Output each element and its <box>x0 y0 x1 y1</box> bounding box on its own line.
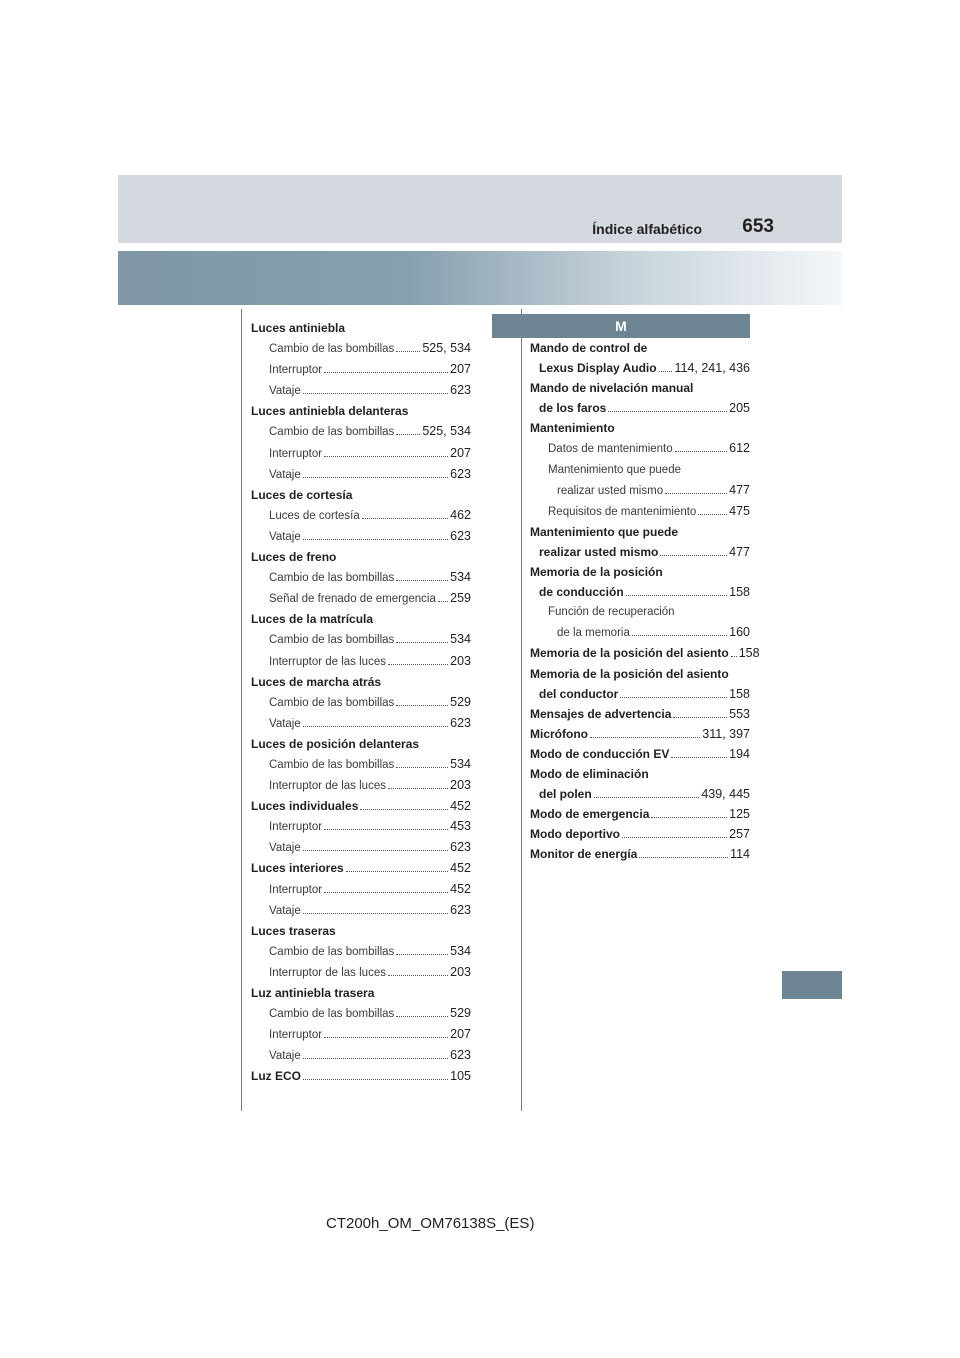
index-subentry: Señal de frenado de emergencia 259 <box>269 591 471 606</box>
index-entry: Luces antiniebla <box>251 321 346 335</box>
index-entry-continuation: del conductor 158 <box>539 686 750 701</box>
index-subentry: Interruptor de las luces 203 <box>269 964 471 979</box>
section-title: Índice alfabético <box>592 221 702 237</box>
index-subentry: Datos de mantenimiento 612 <box>548 441 750 456</box>
index-entry: Mantenimiento que puede <box>530 524 679 539</box>
page-number: 653 <box>742 216 774 237</box>
index-entry: Luz ECO 105 <box>251 1069 471 1084</box>
index-entry: Luces traseras <box>251 923 336 938</box>
index-entry: Memoria de la posición del asiento 158 <box>530 646 760 661</box>
index-entry: Modo de emergencia 125 <box>530 807 750 822</box>
index-thumb-tab <box>782 971 842 999</box>
index-subentry: Vataje 623 <box>269 383 471 398</box>
index-entry: Luces de la matrícula <box>251 612 374 627</box>
index-subentry: Interruptor 207 <box>269 1027 471 1042</box>
index-entry-continuation: de los faros 205 <box>539 401 750 416</box>
index-subentry: Interruptor 453 <box>269 819 471 834</box>
index-entry: Modo deportivo 257 <box>530 827 750 842</box>
index-subentry: Vataje 623 <box>269 840 471 855</box>
index-entry: Luces de freno <box>251 550 337 565</box>
letter-heading: M <box>492 314 750 338</box>
index-subentry-continuation: de la memoria 160 <box>557 625 750 640</box>
index-subentry: Vataje 623 <box>269 528 471 543</box>
index-column-right <box>530 338 760 864</box>
index-entry: Memoria de la posición del asiento <box>530 666 729 681</box>
index-subentry: Cambio de las bombillas 529 <box>269 694 471 709</box>
index-entry: Luces individuales 452 <box>251 799 471 814</box>
index-entry: Luz antiniebla trasera <box>251 986 375 1000</box>
index-entry: Mando de control de <box>530 341 648 355</box>
index-subentry: Mantenimiento que puede <box>548 463 681 476</box>
index-subentry: Cambio de las bombillas 534 <box>269 943 471 958</box>
column-rule-right <box>521 309 522 1111</box>
index-entry: Micrófono 311, 397 <box>530 726 750 741</box>
index-subentry: Cambio de las bombillas 534 <box>269 570 471 585</box>
index-entry: Luces de marcha atrás <box>251 674 382 689</box>
index-entry: Mensajes de advertencia 553 <box>530 706 750 721</box>
index-subentry: Función de recuperación <box>548 606 675 619</box>
index-entry: Modo de eliminación <box>530 766 649 781</box>
column-rule-left <box>241 309 242 1111</box>
index-subentry: Vataje 623 <box>269 902 471 917</box>
index-subentry: Cambio de las bombillas 534 <box>269 632 471 647</box>
index-subentry: Cambio de las bombillas 525, 534 <box>269 424 471 439</box>
index-entry: Monitor de energía 114 <box>530 847 750 862</box>
index-entry: Modo de conducción EV 194 <box>530 746 750 761</box>
index-subentry: Luces de cortesía 462 <box>269 507 471 522</box>
index-subentry: Vataje 623 <box>269 466 471 481</box>
index-entry: Memoria de la posición <box>530 565 663 580</box>
index-subentry: Cambio de las bombillas 525, 534 <box>269 341 471 356</box>
index-subentry: Interruptor 207 <box>269 445 471 460</box>
page-header <box>118 175 842 243</box>
index-subentry: Interruptor de las luces 203 <box>269 653 471 668</box>
index-subentry: Vataje 623 <box>269 715 471 730</box>
index-entry: Luces antiniebla delanteras <box>251 404 409 419</box>
index-subentry: Interruptor 452 <box>269 881 471 896</box>
index-entry: Mantenimiento <box>530 421 615 436</box>
index-subentry-continuation: realizar usted mismo 477 <box>557 482 750 497</box>
index-entry: Luces de cortesía <box>251 487 353 502</box>
index-entry: Luces de posición delanteras <box>251 736 420 751</box>
index-subentry: Cambio de las bombillas 529 <box>269 1006 471 1021</box>
header-band <box>118 251 842 305</box>
index-entry-continuation: realizar usted mismo 477 <box>539 544 750 559</box>
document-code: CT200h_OM_OM76138S_(ES) <box>326 1215 535 1232</box>
index-entry-continuation: de conducción 158 <box>539 585 750 600</box>
index-subentry: Interruptor 207 <box>269 362 471 377</box>
index-subentry: Cambio de las bombillas 534 <box>269 756 471 771</box>
index-column-left <box>251 318 471 1086</box>
index-subentry: Vataje 623 <box>269 1048 471 1063</box>
index-subentry: Interruptor de las luces 203 <box>269 778 471 793</box>
index-entry-continuation: del polen 439, 445 <box>539 787 750 802</box>
index-entry: Mando de nivelación manual <box>530 381 694 396</box>
index-entry: Luces interiores 452 <box>251 861 471 876</box>
index-subentry: Requisitos de mantenimiento 475 <box>548 503 750 518</box>
index-entry-continuation: Lexus Display Audio 114, 241, 436 <box>539 361 750 376</box>
